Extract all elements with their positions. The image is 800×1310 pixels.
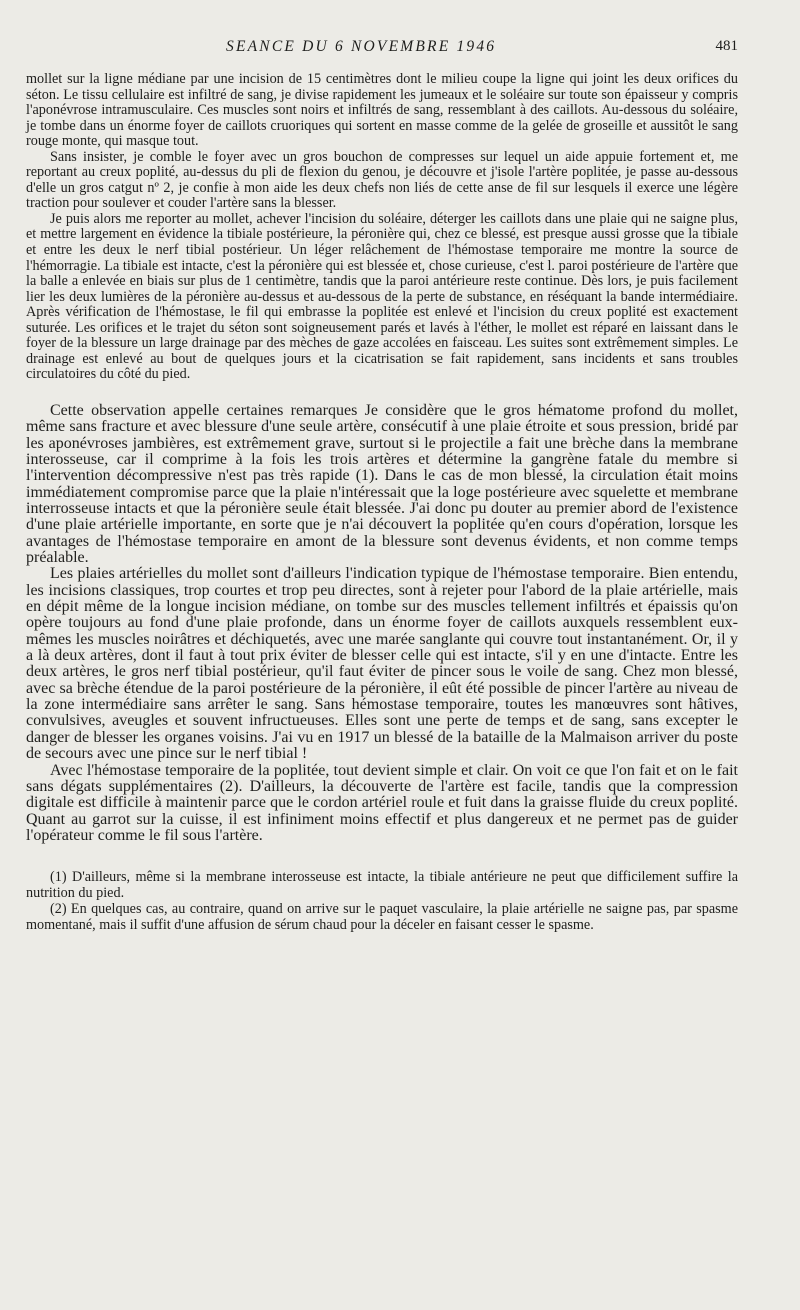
case-paragraph: mollet sur la ligne médiane par une incision de 15 centimètres dont le milieu coupe la ligne qui joint les deux orifices du séton. Le tissu cellulaire est infiltré de sang, je divise rapidement les jumeaux et le soléaire sur toute son épaisseur y compris l'aponévrose intramusculaire. Ces muscles sont noirs et infiltrés de sang, ressemblant à des caillots. Au-dessous du soléaire, je tombe dans un énorme foyer de caillots cruoriques qui sortent en masse comme de la gelée de groseille et aussitôt le sang rouge monte, qui masque tout. (26, 71, 738, 150)
case-report (26, 72, 738, 383)
page-number: 481 (715, 38, 738, 54)
running-title: SEANCE DU 6 NOVEMBRE 1946 (226, 38, 497, 55)
discussion-paragraph: Cette observation appelle certaines remarques Je considère que le gros hématome profond du mollet, même sans fracture et avec blessure d'une seule artère, consécutif à une plaie étroite et sous pression, bridé par les aponévroses jambières, est extrêmement grave, surtout si le projectile a fait une brèche dans la membrane interosseuse, car il comprime à la fois les trois artères et détermine la gangrène fatale du membre si l'intervention décompressive n'est pas très rapide (1). Dans le cas de mon blessé, la circulation était moins immédiatement compromise parce que la plaie n'intéressait que la loge postérieure avec squelette et membrane interrosseuse intacts et que la péronière seule était blessée. J'ai donc pu douter au premier abord de l'existence d'une plaie artérielle importante, en sorte que je n'ai découvert la poplitée qu'en cours d'opération, lorsque les avantages de l'hémostase temporaire en amont de la blessure sont devenus évidents, et non comme temps préalable. (26, 401, 738, 567)
page-header (26, 38, 738, 60)
case-paragraph: Sans insister, je comble le foyer avec un gros bouchon de compresses sur lequel un aide appuie fortement et, me reportant au creux poplité, au-dessus du pli de flexion du genou, je découvre et j'isole l'artère poplitée, je passe au-dessous d'elle un gros catgut nº 2, je confie à mon aide les deux chefs non liés de cette anse de fil sur lesquels il exerce une légère traction pour soulever et couder l'artère sans la blesser. (26, 148, 738, 212)
footnote: (1) D'ailleurs, même si la membrane interosseuse est intacte, la tibiale antérieure ne peut que difficilement suffire la nutrition du pied. (26, 869, 738, 902)
discussion-paragraph: Avec l'hémostase temporaire de la poplitée, tout devient simple et clair. On voit ce que l'on fait et on le fait sans dégats supplémentaires (2). D'ailleurs, la découverte de l'artère est facile, tandis que la compression digitale est difficile à maintenir parce que le cordon artériel roule et fuit dans la graisse fluide du creux poplité. Quant au garrot sur la cuisse, il est infiniment moins effectif et plus dangereux et ne permet pas de guider l'opérateur comme le fil sous l'artère. (26, 761, 738, 844)
discussion-paragraph: Les plaies artérielles du mollet sont d'ailleurs l'indication typique de l'hémostase temporaire. Bien entendu, les incisions classiques, trop courtes et trop peu directes, sont à rejeter pour l'abord de la plaie artérielle, mais en dépit même de la longue incision médiane, on tombe sur des muscles tellement infiltrés et épaissis qu'on opère toujours au fond d'une plaie profonde, dans un énorme foyer de caillots auxquels ressemblent eux-mêmes les muscles noirâtres et déchiquetés, avec une marée sanglante qui couvre tout instantanément. Or, il y a là deux artères, dont il faut à tout prix éviter de blesser celle qui est intacte, s'il y en une d'intacte. Entre les deux artères, le gros nerf tibial postérieur, qu'il faut éviter de pincer sous le voile de sang. Chez mon blessé, avec sa brèche étendue de la paroi postérieure de la péronière, il eût été possible de pincer l'artère au niveau de la zone intermédiaire sans arrêter le sang. Sans hémostase temporaire, toutes les manœuvres sont hâtives, convulsives, aveugles et souvent infructueuses. Elles sont une perte de temps et de sang, sans excepter le danger de blesser les organes voisins. J'ai vu en 1917 un blessé de la bataille de la Malmaison arriver du poste de secours avec une pince sur le nerf tibial ! (26, 565, 738, 763)
footnote: (2) En quelques cas, au contraire, quand on arrive sur le paquet vasculaire, la plaie artérielle ne saigne pas, par spasme momentané, mais il suffit d'une affusion de sérum chaud pour la déceler en faisant cesser le spasme. (26, 900, 738, 933)
discussion-section (26, 403, 738, 844)
case-paragraph: Je puis alors me reporter au mollet, achever l'incision du soléaire, déterger les caillots dans une plaie qui ne saigne plus, et mettre largement en évidence la tibiale postérieure, la péronière qui, chez ce blessé, est presque aussi grosse que la tibiale et entre les deux le nerf tibial postérieur. Un léger relâchement de l'hémostase temporaire me montre la source de l'hémorragie. La tibiale est intacte, c'est la péronière qui est blessée et, chose curieuse, c'est l. paroi postérieure de l'artère que la balle a enlevée en biais sur plus de 1 centimètre, tandis que la paroi antérieure reste continue. Dès lors, je puis facilement lier les deux lumières de la péronière au-dessus et au-dessous de la perte de substance, en réséquant la bande intermédiaire. Après vérification de l'hémostase, le fil qui embrasse la poplitée est enlevé et l'incision du creux poplité est exactement suturée. Les orifices et le trajet du séton sont soigneusement parés et lavés à l'éther, le mollet est réparé en laissant dans le foyer de la blessure un large drainage par des mèches de gaze accolées en faisceau. Les suites sont extrêmement simples. Le drainage est enlevé au bout de quelques jours et la cicatrisation se fait rapidement, sans incidents et sans troubles circulatoires du côté du pied. (26, 210, 738, 383)
footnotes (26, 870, 738, 933)
